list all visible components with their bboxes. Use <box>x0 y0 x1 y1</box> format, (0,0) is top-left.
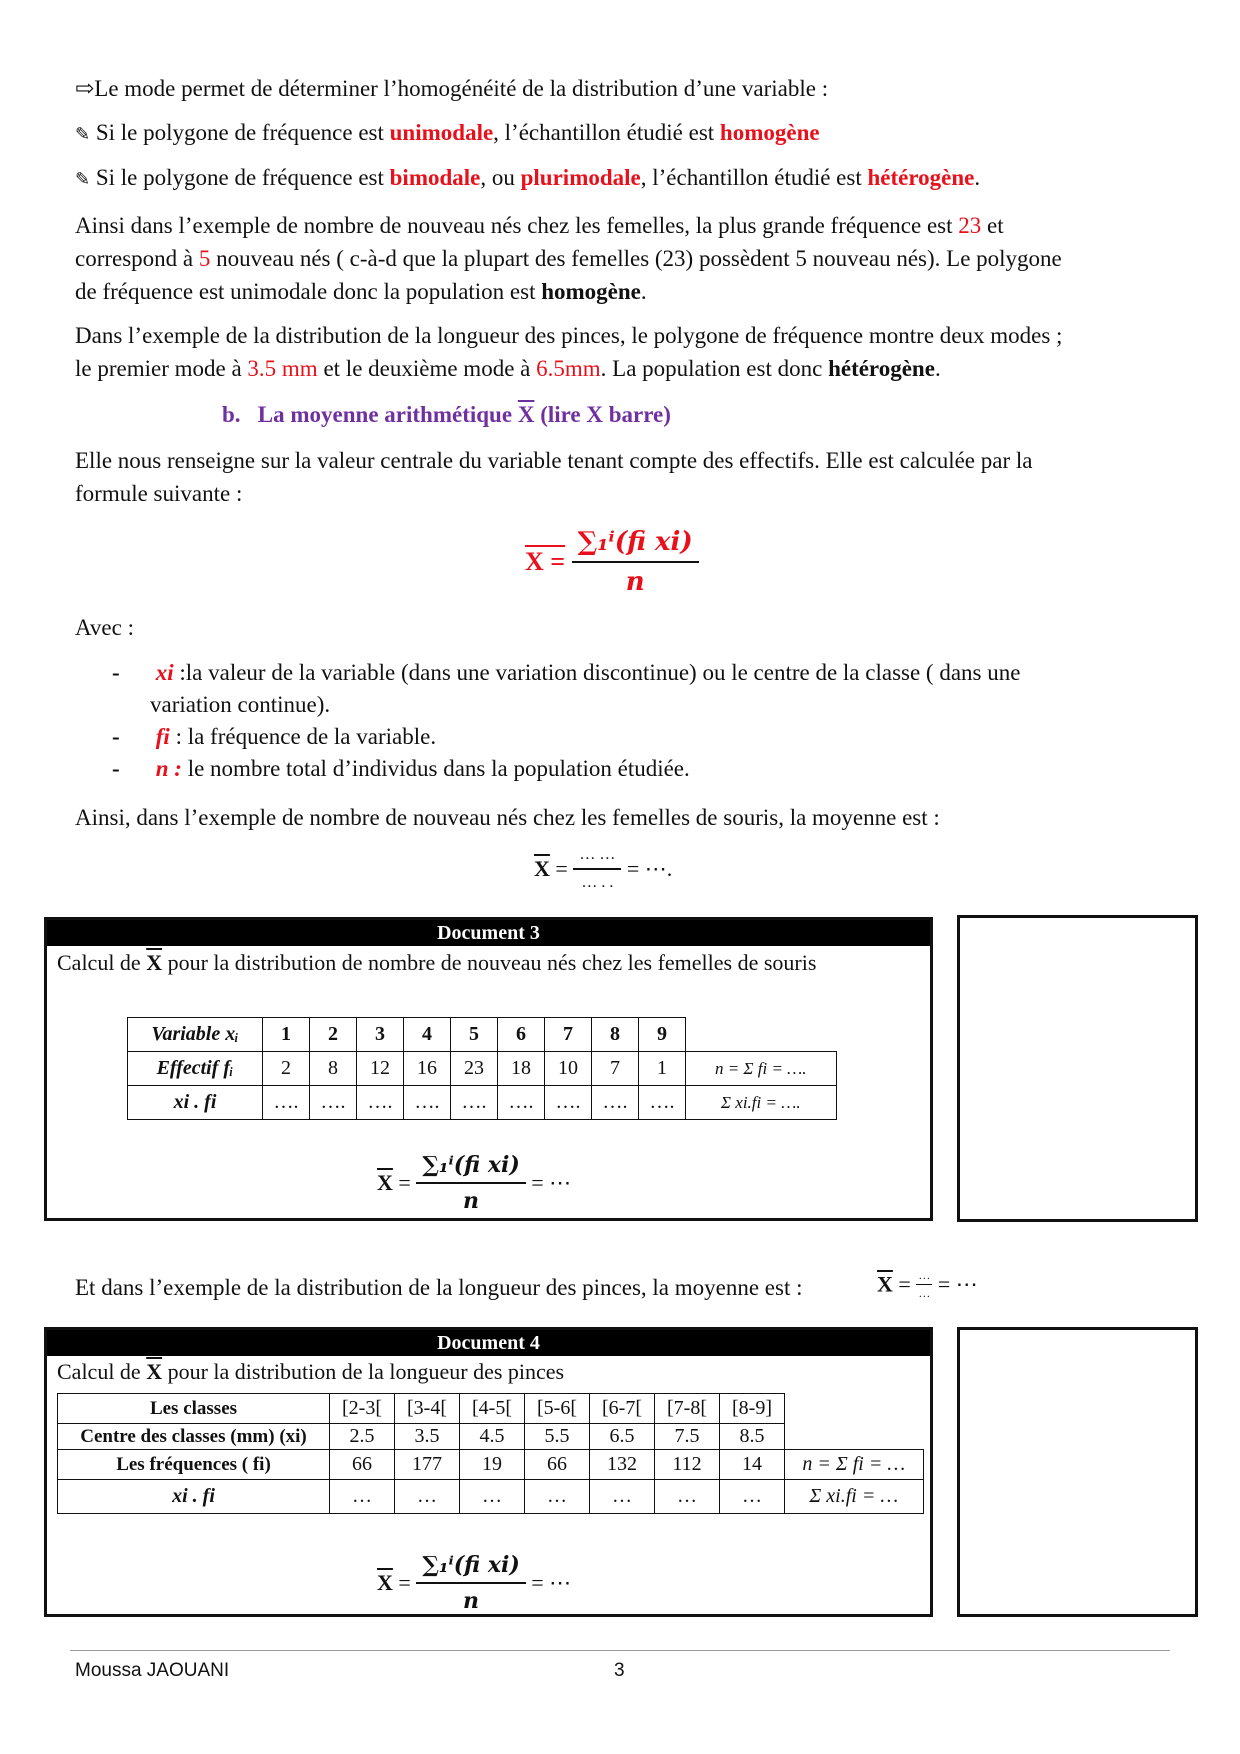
page-number: 3 <box>614 1660 625 1681</box>
xbar-symbol: $\overline{X}$ <box>146 1359 163 1384</box>
bullet2-text: Si le polygone de fréquence est <box>95 165 390 190</box>
para2-line1 <box>75 321 1062 351</box>
empty-cell <box>686 1018 837 1052</box>
mean-formula <box>525 527 699 597</box>
document-4-box <box>44 1327 933 1617</box>
f-cell: 12 <box>357 1052 404 1086</box>
para5-result: = ⋯ <box>937 1271 978 1297</box>
formula-fraction <box>572 527 699 597</box>
para2-mid2: . La population est donc <box>600 356 829 381</box>
freq-cell: 66 <box>330 1450 395 1480</box>
xf-cell: …. <box>451 1086 498 1120</box>
pencil-icon: ✎ <box>75 169 91 189</box>
para2-text1: Dans l’exemple de la distribution de la longueur des pinces, le polygone de fréquence montre deux modes ; <box>75 323 1063 348</box>
doc4-frac-num: ∑₁ⁱ(fi xi) <box>416 1552 525 1584</box>
class-cell: [3-4[ <box>395 1394 460 1424</box>
row-label-centres: Centre des classes (mm) (xi) <box>58 1424 330 1450</box>
table-row <box>58 1480 924 1514</box>
para1-text1: Ainsi dans l’exemple de nombre de nouveau nés chez les femelles, la plus grande fréquence est <box>75 213 959 238</box>
n-sum-cell: n = Σ fi = …. <box>686 1052 837 1086</box>
para4-fraction <box>573 846 621 892</box>
document-3-caption <box>57 950 816 976</box>
para4-frac-num: … … <box>573 846 621 870</box>
doc4-fraction <box>416 1552 525 1614</box>
doc3-table <box>127 1017 837 1120</box>
footer-author: Moussa JAOUANI <box>75 1660 230 1681</box>
xf-cell: …. <box>263 1086 310 1120</box>
row-label-variable: Variable xᵢ <box>128 1018 263 1052</box>
para2-end: . <box>934 356 941 381</box>
heterogene-term: hétérogène <box>867 165 975 190</box>
para5-fraction <box>916 1268 932 1301</box>
class-cell: [5-6[ <box>525 1394 590 1424</box>
freq-cell: 132 <box>590 1450 655 1480</box>
first-mode-value: 3.5 mm <box>247 356 318 381</box>
centre-cell: 7.5 <box>655 1424 720 1450</box>
doc4-table <box>57 1393 924 1514</box>
footer-rule <box>70 1650 1170 1651</box>
section-title: La moyenne arithmétique <box>257 402 518 427</box>
x-cell: 9 <box>639 1018 686 1052</box>
x-cell: 4 <box>404 1018 451 1052</box>
xi-definition: :la valeur de la variable (dans une variation discontinue) ou le centre de la classe ( dans une <box>173 660 1021 685</box>
xbar-symbol: $\overline{X}$ <box>534 856 550 881</box>
xbar-symbol: $\overline{X}$ <box>146 950 163 975</box>
class-cell: [7-8[ <box>655 1394 720 1424</box>
xf-cell: … <box>525 1480 590 1514</box>
bullet1-text: Si le polygone de fréquence est <box>95 120 390 145</box>
doc4-result: = ⋯ <box>531 1570 572 1595</box>
xf-cell: … <box>590 1480 655 1514</box>
x-cell: 8 <box>592 1018 639 1052</box>
homogene-bold: homogène <box>541 279 641 304</box>
para4-result: = ⋯. <box>626 856 673 881</box>
xf-cell: …. <box>592 1086 639 1120</box>
x-cell: 1 <box>263 1018 310 1052</box>
row-label-freqs: Les fréquences ( fi) <box>58 1450 330 1480</box>
table-row <box>58 1450 924 1480</box>
para1-line3 <box>75 277 647 307</box>
centre-cell: 8.5 <box>720 1424 785 1450</box>
freq-cell: 14 <box>720 1450 785 1480</box>
xf-cell: … <box>720 1480 785 1514</box>
para1-text1-end: et <box>981 213 1004 238</box>
mode-intro-line <box>75 74 828 104</box>
xf-cell: …. <box>310 1086 357 1120</box>
f-cell: 8 <box>310 1052 357 1086</box>
n-sum-cell: n = Σ fi = … <box>785 1450 924 1480</box>
freq-cell: 19 <box>460 1450 525 1480</box>
avec-label: Avec : <box>75 615 134 640</box>
para1-text2: correspond à <box>75 246 199 271</box>
f-cell: 1 <box>639 1052 686 1086</box>
doc3-side-box <box>957 915 1198 1222</box>
bullet-bimodale <box>75 163 980 194</box>
x-cell: 6 <box>498 1018 545 1052</box>
n-definition: le nombre total d’individus dans la population étudiée. <box>181 756 690 781</box>
doc3-formula: $\overline{X}$ = $\frac{\text{∑₁ⁱ(fi xi)}}{n}$ = ⋯ <box>377 1152 572 1214</box>
freq-cell: 177 <box>395 1450 460 1480</box>
mode-value: 5 <box>198 246 211 271</box>
doc4-side-box <box>957 1327 1198 1617</box>
xf-cell: … <box>330 1480 395 1514</box>
centre-cell: 4.5 <box>460 1424 525 1450</box>
xbar-symbol: $\overline{X}$ <box>377 1170 393 1195</box>
xf-cell: … <box>460 1480 525 1514</box>
fi-definition: : la fréquence de la variable. <box>169 724 437 749</box>
para5-line: Et dans l’exemple de la distribution de la longueur des pinces, la moyenne est : <box>75 1275 803 1300</box>
bimodale-term: bimodale <box>389 165 481 190</box>
xf-cell: …. <box>498 1086 545 1120</box>
para1-line1 <box>75 211 1004 241</box>
xf-cell: …. <box>639 1086 686 1120</box>
document-4-caption <box>57 1359 564 1385</box>
f-cell: 23 <box>451 1052 498 1086</box>
xf-cell: …. <box>357 1086 404 1120</box>
para1-text2-end: nouveau nés ( c-à-d que la plupart des femelles (23) possèdent 5 nouveau nés). Le polygone <box>210 246 1062 271</box>
bullet-unimodale <box>75 118 820 149</box>
fi-symbol: fi <box>155 724 170 749</box>
para5-frac-den: … <box>918 1286 931 1300</box>
xbar-symbol: $\overline{X}$ <box>877 1271 893 1297</box>
row-label-xifi: xi . fi <box>58 1480 330 1514</box>
table-row <box>128 1086 837 1120</box>
caption-pre: Calcul de <box>57 950 147 975</box>
dash: - <box>112 660 120 685</box>
xbar-symbol: $\overline{X}$ <box>377 1570 393 1595</box>
bullet1-mid: , l’échantillon étudié est <box>493 120 720 145</box>
formula-numerator: ∑₁ⁱ(fi xi) <box>572 527 699 563</box>
plurimodale-term: plurimodale <box>520 165 641 190</box>
para4-formula: $\overline{X}$ = $\frac{\dots \dots}{\dots . .}$ = ⋯. <box>534 846 673 891</box>
heterogene-bold: hétérogène <box>828 356 935 381</box>
caption-pre: Calcul de <box>57 1359 147 1384</box>
xi-symbol: xi <box>155 660 174 685</box>
xf-cell: … <box>395 1480 460 1514</box>
para5-formula: $\overline{X}$ = $\frac{\dots}{\dots}$ = ⋯ <box>877 1268 978 1300</box>
x-cell: 7 <box>545 1018 592 1052</box>
bullet2-mid2: , l’échantillon étudié est <box>640 165 868 190</box>
para1-line2 <box>75 244 1062 274</box>
x-cell: 5 <box>451 1018 498 1052</box>
para1-text3: de fréquence est unimodale donc la population est <box>75 279 542 304</box>
document-3-box <box>44 917 933 1221</box>
formula-denominator: n <box>625 567 645 597</box>
pencil-icon: ✎ <box>75 124 91 144</box>
avec-item-fi <box>112 721 1020 753</box>
doc3-fraction <box>416 1152 525 1214</box>
section-letter: b. <box>222 402 241 427</box>
arrow-line-text: ⇨Le mode permet de déterminer l’homogénéité de la distribution d’une variable : <box>75 76 829 101</box>
xf-sum-cell: Σ xi.fi = …. <box>686 1086 837 1120</box>
document-4-title: Document 4 <box>47 1330 930 1356</box>
freq-cell: 112 <box>655 1450 720 1480</box>
para3-line1 <box>75 446 1032 476</box>
dash: - <box>112 756 120 781</box>
table-row <box>58 1424 924 1450</box>
class-cell: [2-3[ <box>330 1394 395 1424</box>
para3-text1: Elle nous renseigne sur la valeur centrale du variable tenant compte des effectifs. Elle est calculée par la <box>75 448 1033 473</box>
x-cell: 3 <box>357 1018 404 1052</box>
doc4-frac-den: n <box>463 1588 480 1614</box>
empty-cell <box>785 1394 924 1424</box>
doc4-formula: $\overline{X}$ = $\frac{\text{∑₁ⁱ(fi xi)}}{n}$ = ⋯ <box>377 1552 572 1614</box>
centre-cell: 2.5 <box>330 1424 395 1450</box>
doc3-frac-num: ∑₁ⁱ(fi xi) <box>416 1152 525 1184</box>
row-label-xifi: xi . fi <box>128 1086 263 1120</box>
dash: - <box>112 724 120 749</box>
table-row <box>128 1052 837 1086</box>
f-cell: 18 <box>498 1052 545 1086</box>
table-row <box>128 1018 837 1052</box>
para3-text2: formule suivante : <box>75 481 243 506</box>
second-mode-value: 6.5mm <box>536 356 601 381</box>
bullet2-mid1: , ou <box>480 165 521 190</box>
formula-lhs: X = <box>525 547 566 576</box>
empty-cell <box>785 1424 924 1450</box>
bullet2-end: . <box>974 165 981 190</box>
xf-cell: …. <box>545 1086 592 1120</box>
centre-cell: 6.5 <box>590 1424 655 1450</box>
class-cell: [6-7[ <box>590 1394 655 1424</box>
avec-item-xi <box>112 657 1020 689</box>
para4-line: Ainsi, dans l’exemple de nombre de nouveau nés chez les femelles de souris, la moyenne est : <box>75 805 940 830</box>
centre-cell: 3.5 <box>395 1424 460 1450</box>
max-frequency-value: 23 <box>958 213 982 238</box>
class-cell: [4-5[ <box>460 1394 525 1424</box>
avec-list <box>112 657 1020 785</box>
xf-cell: …. <box>404 1086 451 1120</box>
para5-frac-num: … <box>916 1268 932 1285</box>
n-symbol: n : <box>155 756 182 781</box>
para2-mid: et le deuxième mode à <box>317 356 537 381</box>
xf-cell: … <box>655 1480 720 1514</box>
row-label-classes: Les classes <box>58 1394 330 1424</box>
row-label-effectif: Effectif fᵢ <box>128 1052 263 1086</box>
class-cell: [8-9] <box>720 1394 785 1424</box>
document-3-title: Document 3 <box>47 920 930 946</box>
f-cell: 16 <box>404 1052 451 1086</box>
doc3-result: = ⋯ <box>531 1170 572 1195</box>
avec-item-n <box>112 753 1020 785</box>
avec-item-xi-cont: variation continue). <box>150 692 331 717</box>
para3-line2 <box>75 479 242 509</box>
xbar-symbol: $\overline{X}$ <box>517 402 535 427</box>
caption-post: pour la distribution de la longueur des pinces <box>162 1359 565 1384</box>
para4-frac-den: … . . <box>581 874 614 891</box>
centre-cell: 5.5 <box>525 1424 590 1450</box>
table-row <box>58 1394 924 1424</box>
para2-line2 <box>75 354 941 384</box>
section-b-heading <box>222 400 671 430</box>
section-title-post: (lire X barre) <box>534 402 671 427</box>
doc3-frac-den: n <box>463 1188 480 1214</box>
caption-post: pour la distribution de nombre de nouveau nés chez les femelles de souris <box>162 950 817 975</box>
homogene-term: homogène <box>719 120 820 145</box>
x-cell: 2 <box>310 1018 357 1052</box>
para1-text3-end: . <box>640 279 647 304</box>
f-cell: 7 <box>592 1052 639 1086</box>
para2-text2: le premier mode à <box>75 356 248 381</box>
xf-sum-cell: Σ xi.fi = … <box>785 1480 924 1514</box>
unimodale-term: unimodale <box>389 120 494 145</box>
f-cell: 10 <box>545 1052 592 1086</box>
freq-cell: 66 <box>525 1450 590 1480</box>
f-cell: 2 <box>263 1052 310 1086</box>
